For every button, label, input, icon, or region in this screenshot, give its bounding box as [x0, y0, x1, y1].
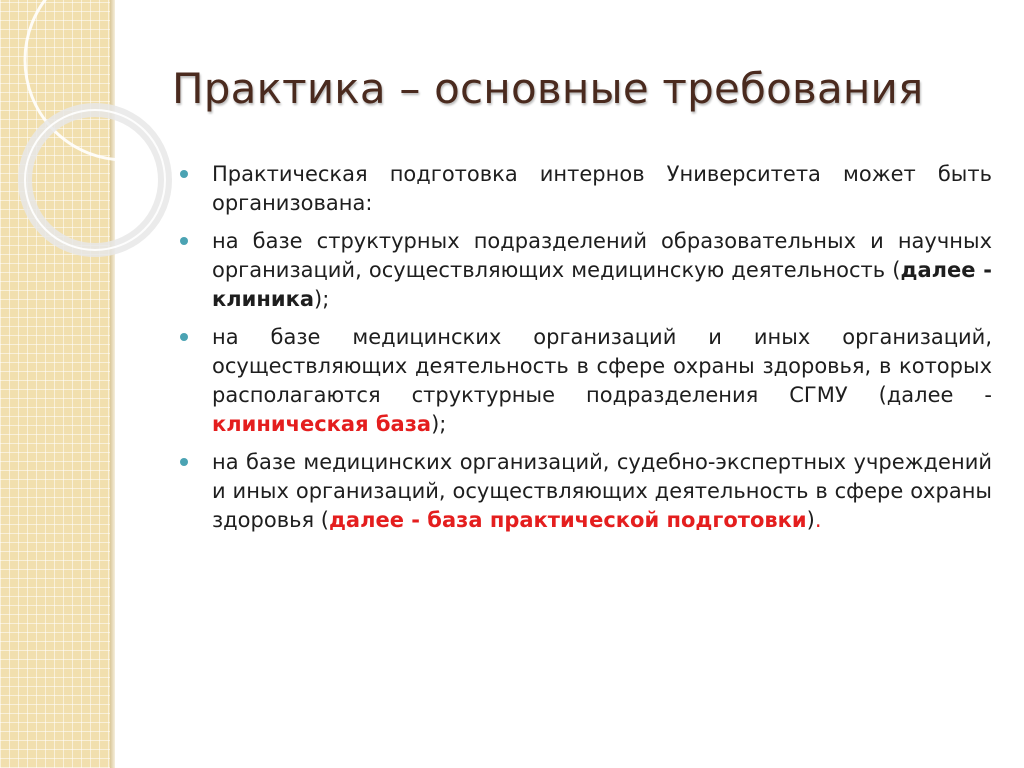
- bullet-text-end: ): [806, 508, 815, 532]
- term-clinic: далее - клиника: [212, 258, 992, 311]
- bullet-text: на базе медицинских организаций и иных организаций, осуществляющих деятельность в сфере охраны здоровья, в которых располагаются структурные подразделения СГМУ (далее -: [212, 325, 992, 407]
- bullet-dot-icon: [180, 170, 188, 178]
- bullet-dot-icon: [180, 333, 188, 341]
- term-clinical-base: клиническая база: [212, 412, 432, 436]
- bullet-dot-icon: [180, 237, 188, 245]
- bullet-text: на базе структурных подразделений образовательных и научных организаций, осуществляющих медицинскую деятельность (: [212, 229, 992, 282]
- decorative-rings: [0, 0, 200, 260]
- ring-small-inner: [25, 110, 165, 250]
- bullet-list: [180, 160, 992, 544]
- bullet-item-practical-base: [180, 448, 992, 535]
- term-practical-base: далее - база практической подготовки: [328, 508, 807, 532]
- bullet-item-clinic: [180, 227, 992, 314]
- bullet-text: на базе медицинских организаций, судебно-экспертных учреждений и иных организаций, осуществляющих деятельность в сфере охраны здоровья (: [212, 450, 992, 532]
- bullet-text: Практическая подготовка интернов Университета может быть организована:: [212, 162, 992, 215]
- bullet-dot-icon: [180, 458, 188, 466]
- bullet-text-end: );: [431, 412, 447, 436]
- bullet-item-organization: [180, 160, 992, 218]
- slide-title: Практика – основные требования: [172, 64, 924, 113]
- bullet-item-clinical-base: [180, 323, 992, 439]
- trailing-period: .: [814, 508, 822, 532]
- bullet-text-end: );: [314, 287, 330, 311]
